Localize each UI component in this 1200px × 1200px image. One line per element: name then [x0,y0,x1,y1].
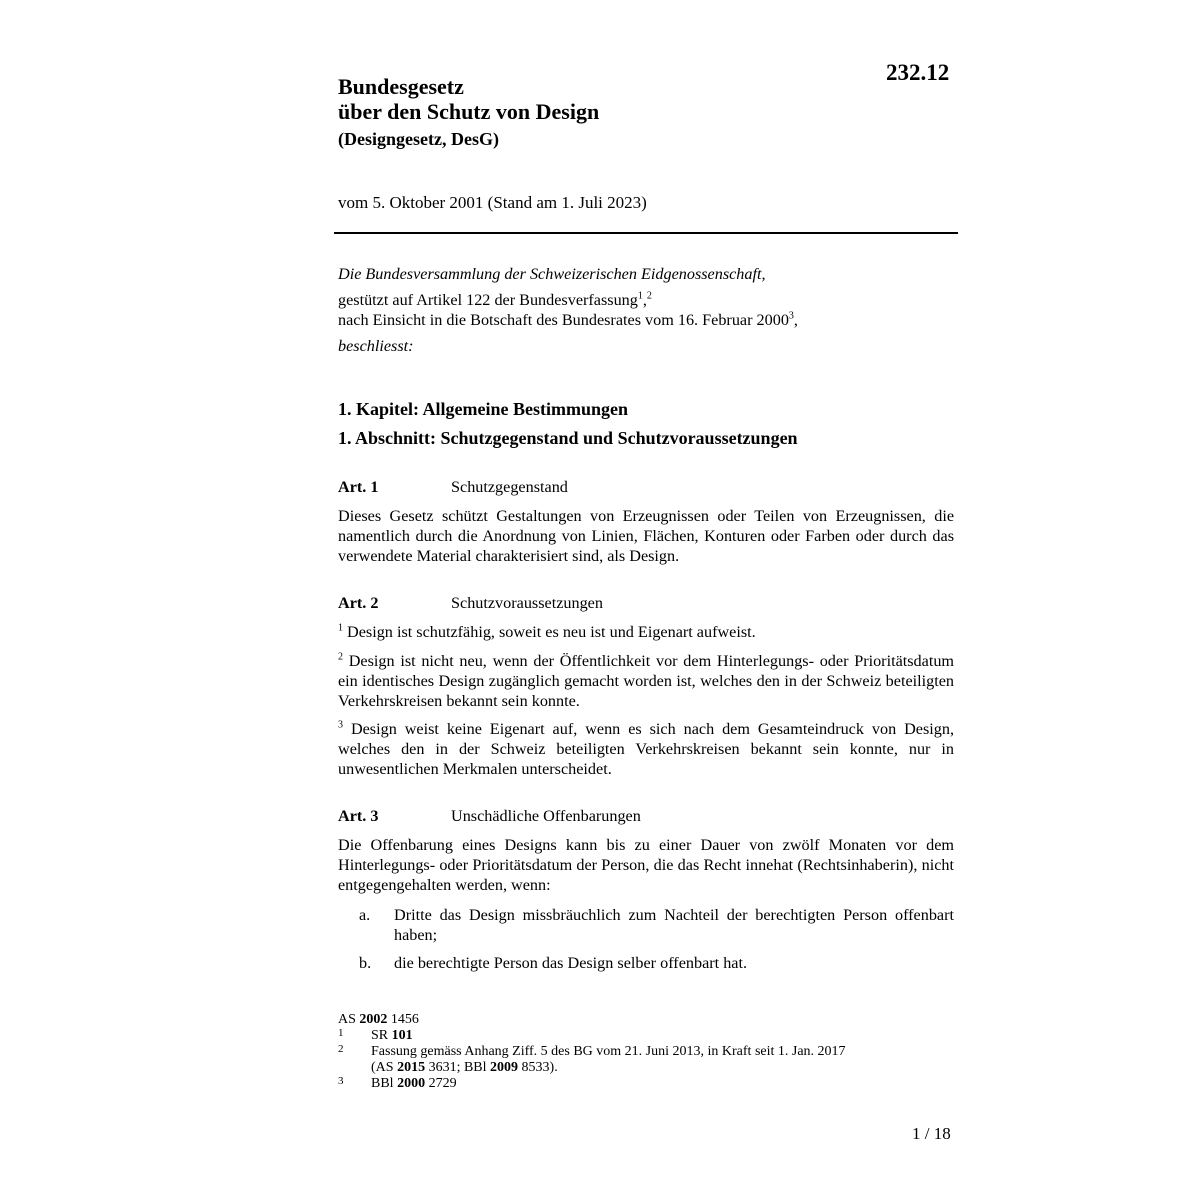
as-year: 2002 [359,1012,388,1027]
paragraph-number: 3 [338,719,343,731]
title-line-1: Bundesgesetz [338,74,464,99]
footnote-number: 2 [338,1043,344,1055]
short-title: (Designgesetz, DesG) [338,129,499,149]
page-number: 1 / 18 [912,1124,951,1143]
article-number: Art. 1 [338,478,379,496]
paragraph-number: 2 [338,651,343,663]
as-page: 1456 [390,1012,419,1027]
list-item-text: die berechtigte Person das Design selber offenbart hat. [394,954,748,972]
article-2-heading [338,594,603,613]
article-3-heading [338,807,641,826]
paragraph-text: Design ist schutzfähig, soweit es neu ist und Eigenart aufweist. [347,623,756,641]
footnote-2 [338,1044,938,1076]
list-item-label: b. [359,954,372,972]
footnotes [338,1012,938,1092]
list-item [338,953,954,973]
footnote-text: Fassung gemäss Anhang Ziff. 5 des BG vom 21. Juni 2013, in Kraft seit 1. Jan. 2017 (AS 2015 3631; BBl 2009 8533). [371,1044,846,1075]
footnote-number: 1 [338,1027,344,1039]
paragraph-text: Design ist nicht neu, wenn der Öffentlichkeit vor dem Hinterlegungs- oder Prioritätsdatum ein identisches Design zugänglich gemacht worden ist, welches den in der Schweiz beteiligten Verkehrskreisen bekannt sein konnte. [338,652,955,710]
footnote-number: 3 [338,1075,344,1087]
preamble-message-text: nach Einsicht in die Botschaft des Bundesrates vom 16. Februar 2000 [338,311,789,329]
footnote-ref-2[interactable]: 2 [646,290,652,302]
list-item [338,905,954,945]
article-title: Schutzgegenstand [451,478,568,496]
preamble [338,264,958,356]
paragraph-text: Design weist keine Eigenart auf, wenn es sich nach dem Gesamteindruck von Design, welches den in der Schweiz beteiligten Verkehrskreisen bekannt sein konnte, nur in unwesentlichen Merkmalen unterscheidet. [338,720,955,778]
article-title: Schutzvoraussetzungen [451,594,603,612]
official-collection-ref [338,1012,938,1028]
paragraph-number: 1 [338,622,343,634]
article-3-text: Die Offenbarung eines Designs kann bis zu einer Dauer von zwölf Monaten vor dem Hinterlegungs- oder Prioritätsdatum der Person, die das Recht innehat (Rechtsinhaberin), nicht entgegengehalten werden, wenn: [338,836,954,894]
footnote-ref-1[interactable]: 1 [637,290,643,302]
date-line: vom 5. Oktober 2001 (Stand am 1. Juli 2023) [338,193,647,212]
sr-number: 232.12 [886,60,950,85]
footnote-ref-3[interactable]: 3 [788,310,794,322]
preamble-ref-separator: , [642,291,647,309]
article-1-text: Dieses Gesetz schützt Gestaltungen von Erzeugnissen oder Teilen von Erzeugnissen, die namentlich durch die Anordnung von Linien, Flächen, Konturen oder Farben oder durch das verwendete Material charakterisiert sind, als Design. [338,507,954,565]
preamble-basis [338,290,958,310]
article-title: Unschädliche Offenbarungen [451,807,641,825]
article-2-paragraph-2 [338,651,954,711]
preamble-message-end: , [793,311,798,329]
title-line-2: über den Schutz von Design [338,99,600,124]
footnote-3 [338,1076,938,1092]
preamble-basis-text: gestützt auf Artikel 122 der Bundesverfassung [338,291,638,309]
footnote-text: BBl 2000 2729 [371,1076,457,1091]
footnote-1 [338,1028,938,1044]
header-divider [334,232,958,234]
chapter-heading: 1. Kapitel: Allgemeine Bestimmungen [338,399,628,419]
article-number: Art. 3 [338,807,379,825]
preamble-enacting-body: Die Bundesversammlung der Schweizerischen Eidgenossenschaft, [338,265,766,283]
footnote-text: SR 101 [371,1028,413,1043]
article-1-heading [338,478,568,497]
preamble-message [338,310,958,330]
preamble-resolves: beschliesst: [338,337,414,355]
article-number: Art. 2 [338,594,379,612]
section-heading: 1. Abschnitt: Schutzgegenstand und Schutzvoraussetzungen [338,428,798,448]
article-2-paragraph-1 [338,622,954,642]
list-item-text: Dritte das Design missbräuchlich zum Nachteil der berechtigten Person offenbart haben; [394,906,954,944]
as-prefix: AS [338,1012,356,1027]
law-title [338,74,599,150]
list-item-label: a. [359,906,371,924]
article-2-paragraph-3 [338,719,954,779]
